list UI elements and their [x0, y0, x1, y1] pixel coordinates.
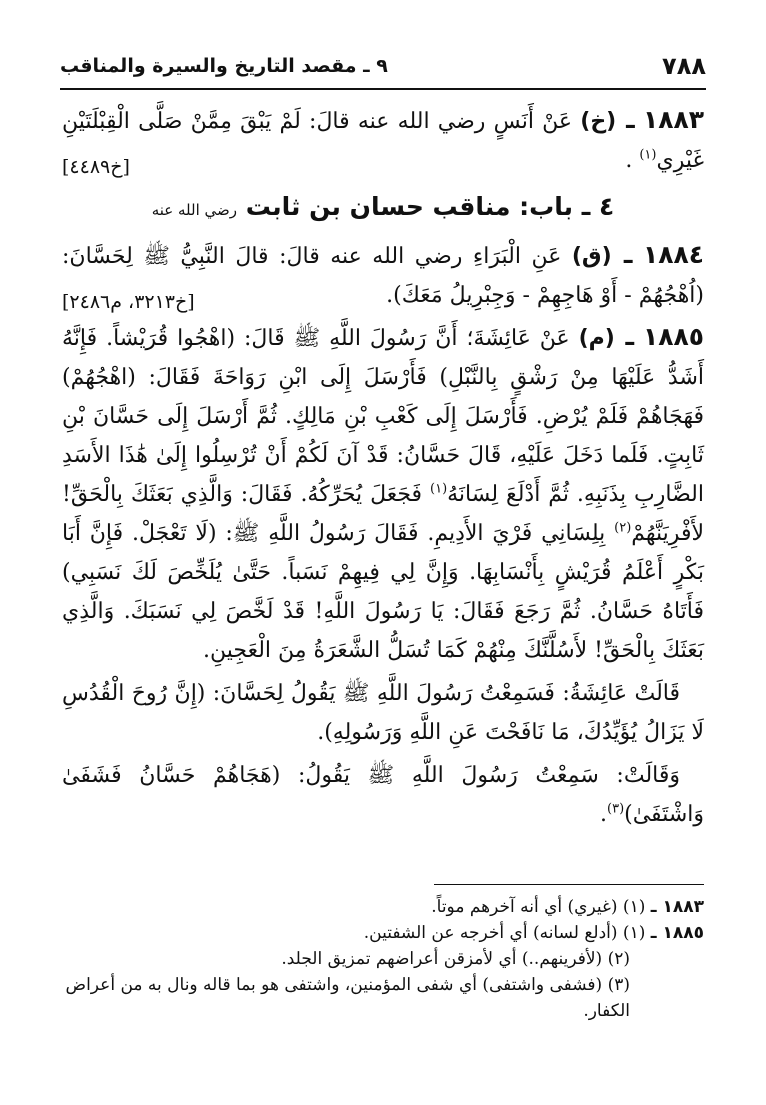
footnote-marker: (١): [430, 481, 448, 497]
hadith-text: بِلِسَانِي فَرْيَ الأَدِيمِ. فَقَالَ رَسُولُ اللَّهِ ﷺ: (لَا تَعْجَلْ. فَإِنَّ أَبَا بَكْرٍ أَعْلَمُ قُرَيْشٍ بِأَنْسَابِهَا. وَإِنَّ لِي فِيهِمْ نَسَباً. حَتَّىٰ يُلَخِّصَ لَكَ نَسَبِي) فَأَتَاهُ حَسَّانُ. ثُمَّ رَجَعَ فَقَالَ: يَا رَسُولَ اللَّهِ! قَدْ لَخَّصَ لِي نَسَبَكَ. وَالَّذِي بَعَثَكَ بِالْحَقِّ! لأَسُلَّنَّكَ مِنْهُمْ كَمَا تُسَلُّ الشَّعَرَةُ مِنَ الْعَجِينِ.: [62, 521, 704, 663]
hadith-number: ١٨٨٤: [642, 240, 705, 269]
page-number: ٧٨٨: [662, 52, 706, 80]
hadith-number: ١٨٨٣: [642, 105, 704, 134]
page-header: [60, 46, 706, 86]
hadith-text: عَنْ عَائِشَةَ؛ أَنَّ رَسُولَ اللَّهِ ﷺ قَالَ: (اهْجُوا قُرَيْشاً. فَإِنَّهُ أَشَدُّ عَلَيْهَا مِنْ رَشْقٍ بِالنَّبْلِ) فَأَرْسَلَ إِلَى ابْنِ رَوَاحَةَ فَقَالَ: (اهْجُهُمْ) فَهَجَاهُمْ فَلَمْ يُرْضِ. فَأَرْسَلَ إِلَى كَعْبِ بْنِ مَالِكٍ. ثُمَّ أَرْسَلَ إِلَى حَسَّانَ بْنِ ثَابِتٍ. فَلَما دَخَلَ عَلَيْهِ، قَالَ حَسَّانُ: قَدْ آنَ لَكُمْ أَنْ تُرْسِلُوا إِلَىٰ هَٰذَا الأَسَدِ الضَّارِبِ بِذَنَبِهِ. ثُمَّ أَدْلَعَ لِسَانَهُ: [62, 326, 704, 507]
footnotes: [62, 894, 704, 1024]
footnote: (٢) (لأفرينهم..) أي لأمزقن أعراضهم تمزيق الجلد.: [281, 949, 630, 969]
running-title: ٩ ـ مقصد التاريخ والسيرة والمناقب: [60, 55, 388, 77]
hadith-1885-paragraph-3: وَقَالَتْ: سَمِعْتُ رَسُولَ اللَّهِ ﷺ يَقُولُ: (هَجَاهُمْ حَسَّانُ فَشَفَىٰ وَاشْتَفَىٰ)$^{(٣)}$.: [62, 763, 704, 827]
main-text: [62, 100, 704, 838]
footnote-marker: (٢): [614, 520, 632, 536]
header-rule: [60, 88, 706, 90]
footnote: ١٨٨٣ ـ (١) (غيري) أي أنه آخرهم موتاً.: [431, 897, 704, 917]
source-tag: (خ): [580, 109, 617, 134]
hadith-number: ١٨٨٥: [642, 322, 704, 351]
source-tag: (م): [578, 326, 615, 351]
hadith-text: فَجَعَلَ يُحَرِّكُهُ. فَقَالَ: وَالَّذِي بَعَثَكَ بِالْحَقِّ! لأَفْرِيَنَّهُمْ: [62, 482, 705, 546]
hadith-1884: ١٨٨٤ ـ (ق) عَنِ الْبَرَاءِ رضي الله عنه قالَ: قالَ النَّبِيُّ ﷺ لِحَسَّانَ: (اُهْجُهُمْ - أَوْ هَاجِهِمْ - وَجِبْرِيلُ مَعَكَ).: [62, 240, 705, 308]
honorific-glyph: رضي الله عنه: [151, 201, 238, 219]
source-tag: (ق): [571, 244, 612, 269]
hadith-text: عَنْ أَنَسٍ رضي الله عنه قالَ: لَمْ يَبْقَ مِمَّنْ صَلَّى الْقِبْلَتَيْنِ غَيْرِي: [62, 109, 704, 173]
footnote: (٣) (فشفى واشتفى) أي شفى المؤمنين، واشتفى هو بما قاله ونال به من أعراض الكفار.: [65, 975, 630, 1021]
chapter-title: ٤ ـ باب: مناقب حسان بن ثابت: [245, 192, 615, 221]
footnote: ١٨٨٥ ـ (١) (أدلع لسانه) أي أخرجه عن الشفتين.: [363, 923, 704, 943]
hadith-reference: [خ٣٢١٣، م٢٤٨٦]: [62, 291, 195, 313]
hadith-text: عَنِ الْبَرَاءِ رضي الله عنه قالَ: قالَ النَّبِيُّ ﷺ لِحَسَّانَ: (اُهْجُهُمْ - أَوْ هَاجِهِمْ - وَجِبْرِيلُ مَعَكَ).: [62, 244, 704, 308]
hadith-1885-paragraph-2: قَالَتْ عَائِشَةُ: فَسَمِعْتُ رَسُولَ اللَّهِ ﷺ يَقُولُ لِحَسَّانَ: (إِنَّ رُوحَ الْقُدُسِ لَا يَزَالُ يُؤَيِّدُكَ، مَا نَافَحْتَ عَنِ اللَّهِ وَرَسُولِهِ).: [62, 681, 704, 745]
chapter-heading: [62, 184, 704, 233]
hadith-1885: ١٨٨٥ ـ (م) عَنْ عَائِشَةَ؛ أَنَّ رَسُولَ اللَّهِ ﷺ قَالَ: (اهْجُوا قُرَيْشاً. فَإِنَّهُ أَشَدُّ عَلَيْهَا مِنْ رَشْقٍ بِالنَّبْلِ) فَأَرْسَلَ إِلَى ابْنِ رَوَاحَةَ فَقَالَ: (اهْجُهُمْ) فَهَجَاهُمْ فَلَمْ يُرْضِ. فَأَرْسَلَ إِلَى كَعْبِ بْنِ مَالِكٍ. ثُمَّ أَرْسَلَ إِلَى حَسَّانَ بْنِ ثَابِتٍ. فَلَما دَخَلَ عَلَيْهِ، قَالَ حَسَّانُ: قَدْ آنَ لَكُمْ أَنْ تُرْسِلُوا إِلَىٰ هَٰذَا الأَسَدِ الضَّارِبِ بِذَنَبِهِ. ثُمَّ أَدْلَعَ لِسَانَهُ$^{(١)}$ فَجَعَلَ يُحَرِّكُهُ. فَقَالَ: وَالَّذِي بَعَثَكَ بِالْحَقِّ! لأَفْرِيَنَّهُمْ$^{(٢)}$ بِلِسَانِي فَرْيَ الأَدِيمِ. فَقَالَ رَسُولُ اللَّهِ ﷺ: (لَا تَعْجَلْ. فَإِنَّ أَبَا بَكْرٍ أَعْلَمُ قُرَيْشٍ بِأَنْسَابِهَا. وَإِنَّ لِي فِيهِمْ نَسَباً. حَتَّىٰ يُلَخِّصَ لَكَ نَسَبِي) فَأَتَاهُ حَسَّانُ. ثُمَّ رَجَعَ فَقَالَ: يَا رَسُولَ اللَّهِ! قَدْ لَخَّصَ لِي نَسَبَكَ. وَالَّذِي بَعَثَكَ بِالْحَقِّ! لأَسُلَّنَّكَ مِنْهُمْ كَمَا تُسَلُّ الشَّعَرَةُ مِنَ الْعَجِينِ.: [62, 322, 705, 663]
footnote-rule: [434, 884, 704, 885]
hadith-1883: ١٨٨٣ ـ (خ) عَنْ أَنَسٍ رضي الله عنه قالَ: لَمْ يَبْقَ مِمَّنْ صَلَّى الْقِبْلَتَيْنِ غَيْرِي$^{(١)}$ .: [62, 105, 704, 173]
hadith-reference: [خ٤٤٨٩]: [62, 156, 130, 178]
footnote-marker: (٣): [607, 801, 625, 817]
footnote-marker: (١): [639, 147, 657, 163]
